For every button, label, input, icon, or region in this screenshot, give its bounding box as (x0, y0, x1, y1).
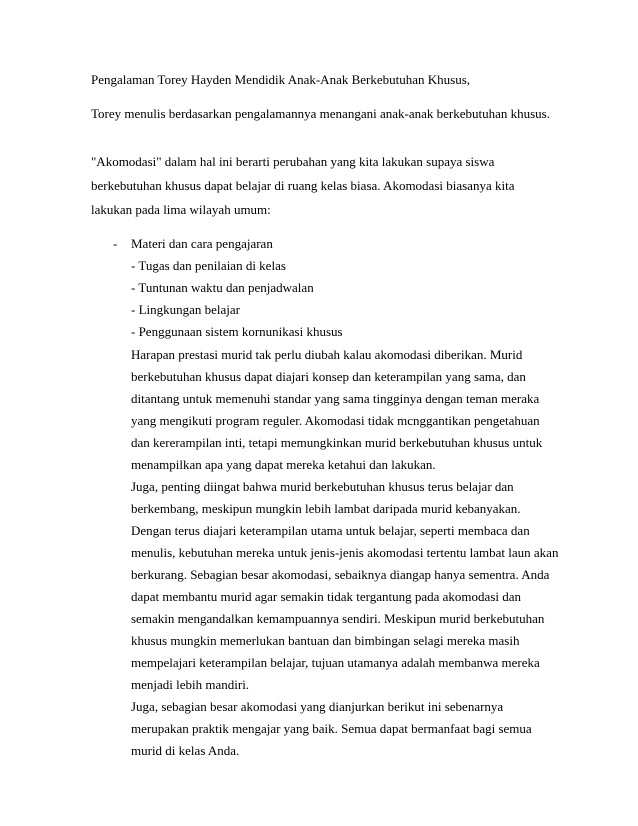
list-bullet: - (113, 236, 118, 251)
body-line: dapat membantu murid agar semakin tidak tergantung pada akomodasi dan (131, 589, 522, 604)
body-line: Dengan terus diajari keterampilan utama untuk belajar, seperti membaca dan (131, 523, 530, 538)
body-line: khusus mungkin memerlukan bantuan dan bimbingan selagi mereka masih (131, 633, 520, 648)
list-item: Materi dan cara pengajaran (131, 236, 273, 251)
body-line: Juga, penting diingat bahwa murid berkebutuhan khusus terus belajar dan (131, 479, 514, 494)
body-line: menjadi lebih mandiri. (131, 677, 250, 692)
body-line: mempelajari keterampilan belajar, tujuan utamanya adalah membanwa mereka (131, 655, 540, 670)
body-line: murid di kelas Anda. (131, 743, 240, 758)
body-line: Harapan prestasi murid tak perlu diubah kalau akomodasi diberikan. Murid (131, 347, 523, 362)
document-heading: Pengalaman Torey Hayden Mendidik Anak-Anak Berkebutuhan Khusus, (91, 72, 471, 87)
list-sub-item: - Penggunaan sistem kornunikasi khusus (131, 324, 343, 339)
body-line: dan kererampilan inti, tetapi memungkinkan murid berkebutuhan khusus untuk (131, 435, 543, 450)
definition-line: berkebutuhan khusus dapat belajar di ruang kelas biasa. Akomodasi biasanya kita (91, 178, 515, 193)
list-sub-item: - Tuntunan waktu dan penjadwalan (131, 280, 314, 295)
body-line: merupakan praktik mengajar yang baik. Semua dapat bermanfaat bagi semua (131, 721, 532, 736)
definition-line: lakukan pada lima wilayah umum: (91, 202, 271, 217)
body-line: berkebutuhan khusus dapat diajari konsep dan keterampilan yang sama, dan (131, 369, 526, 384)
intro-paragraph: Torey menulis berdasarkan pengalamannya menangani anak-anak berkebutuhan khusus. (91, 106, 550, 121)
body-line: yang mengikuti program reguler. Akomodasi tidak mcnggantikan pengetahuan (131, 413, 540, 428)
body-line: menulis, kebutuhan mereka untuk jenis-jenis akomodasi tertentu lambat laun akan (131, 545, 559, 560)
body-line: semakin mengandalkan kemampuannya sendiri. Meskipun murid berkebutuhan (131, 611, 545, 626)
body-line: berkurang. Sebagian besar akomodasi, sebaiknya diangap hanya sementra. Anda (131, 567, 550, 582)
definition-line: "Akomodasi" dalam hal ini berarti perubahan yang kita lakukan supaya siswa (91, 154, 495, 169)
body-line: ditantang untuk memenuhi standar yang sama tingginya dengan teman meraka (131, 391, 540, 406)
body-line: Juga, sebagian besar akomodasi yang dianjurkan berikut ini sebenarnya (131, 699, 504, 714)
body-line: menampilkan apa yang dapat mereka ketahui dan lakukan. (131, 457, 436, 472)
list-sub-item: - Tugas dan penilaian di kelas (131, 258, 286, 273)
body-line: berkembang, meskipun mungkin lebih lambat daripada murid kebanyakan. (131, 501, 521, 516)
list-sub-item: - Lingkungan belajar (131, 302, 241, 317)
